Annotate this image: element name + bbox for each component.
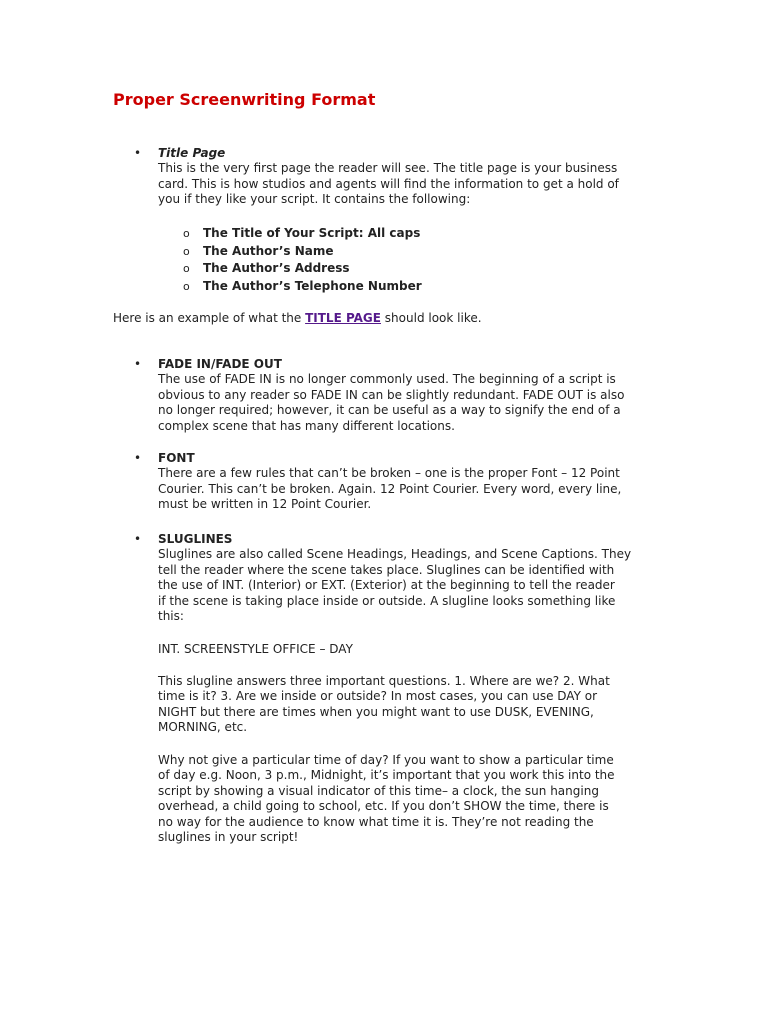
example-text-before: Here is an example of what the [113, 311, 306, 325]
title-page-description: This is the very first page the reader will see. The title page is your business card. This is how studios and agents will find the information to get a hold of you if they like your script. It contains the following: [158, 161, 619, 207]
list-item [183, 278, 422, 296]
slugline-example: INT. SCREENSTYLE OFFICE – DAY [158, 642, 353, 656]
list-marker: o [183, 244, 190, 258]
list-item [183, 243, 422, 261]
list-item [183, 260, 422, 278]
bullet-marker: • [134, 451, 142, 465]
list-item [183, 225, 422, 243]
title-page-requirements-list [183, 225, 422, 295]
title-page-link[interactable]: TITLE PAGE [305, 311, 381, 325]
example-text-after: should look like. [380, 311, 482, 325]
font-section [134, 451, 658, 513]
time-of-day-paragraph: Why not give a particular time of day? If you want to show a particular time of day e.g. Noon, 3 p.m., Midnight, it’s important that you work this into the script by showing a visual indicator of this time– a clock, the sun hanging overhead, a child going to school, etc. If you don’t SHOW the time, there is no way for the audience to know what time it is. They’re not reading the sluglines in your script! [158, 753, 615, 845]
list-marker: o [183, 262, 190, 275]
title-page-example-line [113, 311, 482, 326]
list-item-text: The Author’s Name [203, 243, 334, 258]
slugline-questions-paragraph: This slugline answers three important questions. 1. Where are we? 2. What time is it? 3. Are we inside or outside? In most cases, you can use DAY or NIGHT but there are times when you might want to use DUSK, EVENING, MORNING, etc. [158, 674, 610, 735]
bullet-marker: • [134, 146, 142, 160]
sluglines-section [134, 532, 658, 624]
section-heading-font: FONT [158, 451, 195, 465]
fade-description: The use of FADE IN is no longer commonly used. The beginning of a script is obvious to any reader so FADE IN can be slightly redundant. FADE OUT is also no longer required; however, it can be useful as a way to signify the end of a complex scene that has many different locations. [158, 372, 625, 433]
list-item-text: The Author’s Address [203, 261, 350, 275]
list-marker: o [183, 227, 190, 240]
section-heading-fade: FADE IN/FADE OUT [158, 357, 282, 371]
document-title: Proper Screenwriting Format [113, 90, 376, 109]
sluglines-description: Sluglines are also called Scene Headings, Headings, and Scene Captions. They tell the reader where the scene takes place. Sluglines can be identified with the use of INT. (Interior) or EXT. (Exterior) at the beginning to tell the reader if the scene is taking place inside or outside. A slugline looks something like this: [158, 547, 632, 624]
font-description: There are a few rules that can’t be broken – one is the proper Font – 12 Point Courier. This can’t be broken. Again. 12 Point Courier. Every word, every line, must be written in 12 Point Courier. [158, 466, 622, 512]
list-item-text: The Author’s Telephone Number [203, 278, 422, 293]
title-page-section [134, 146, 658, 208]
bullet-marker: • [134, 357, 142, 371]
list-marker: o [183, 279, 190, 293]
fade-section [134, 357, 658, 434]
bullet-marker: • [134, 532, 142, 546]
list-item-text: The Title of Your Script: All caps [203, 226, 421, 240]
section-heading-title-page: Title Page [158, 146, 226, 160]
section-heading-sluglines: SLUGLINES [158, 532, 233, 546]
